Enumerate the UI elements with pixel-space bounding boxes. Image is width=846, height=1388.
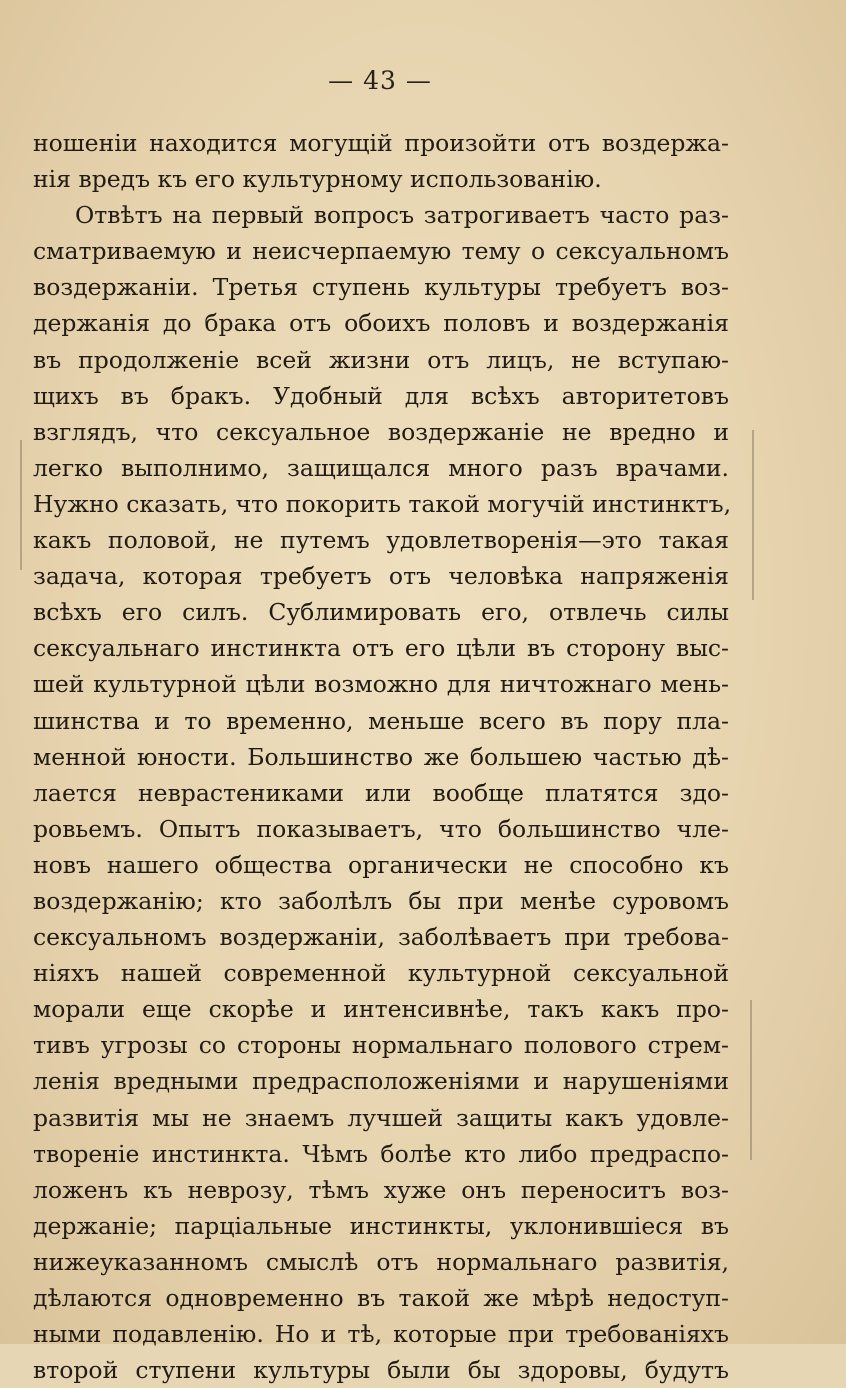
body-text xyxy=(33,125,732,1388)
text-line: твореніе инстинкта. Чѣмъ болѣе кто либо предраспо- xyxy=(33,1139,729,1168)
text-line: какъ половой, не путемъ удовлетворенія—это такая xyxy=(33,526,729,555)
text-line: легко выполнимо, защищался много разъ врачами. xyxy=(33,453,729,482)
text-line: нижеуказанномъ смыслѣ отъ нормальнаго развитія, xyxy=(33,1247,729,1276)
text-line: ровьемъ. Опытъ показываетъ, что большинство чле- xyxy=(33,814,729,843)
text-line: ніяхъ нашей современной культурной сексуальной xyxy=(33,959,729,988)
text-line: воздержанію; кто заболѣлъ бы при менѣе суровомъ xyxy=(33,886,729,915)
text-line: ношеніи находится могущій произойти отъ воздержа- xyxy=(33,129,729,157)
pencil-margin-mark-right xyxy=(752,430,754,600)
text-line: сматриваемую и неисчерпаемую тему о сексуальномъ xyxy=(33,237,729,266)
text-line: дѣлаются одновременно въ такой же мѣрѣ недоступ- xyxy=(33,1284,729,1312)
text-line: менной юности. Большинство же большею частью дѣ- xyxy=(33,742,729,771)
text-line: морали еще скорѣе и интенсивнѣе, такъ какъ про- xyxy=(33,995,729,1024)
text-line: ложенъ къ неврозу, тѣмъ хуже онъ переноситъ воз- xyxy=(33,1175,729,1204)
text-line: сексуальнаго инстинкта отъ его цѣли въ сторону выс- xyxy=(33,634,729,663)
text-line: воздержаніи. Третья ступень культуры требуетъ воз- xyxy=(33,273,729,302)
text-line: ными подавленію. Но и тѣ, которые при требованіяхъ xyxy=(33,1320,729,1349)
text-line: второй ступени культуры были бы здоровы, будутъ xyxy=(33,1356,729,1385)
text-line: шинства и то временно, меньше всего въ пору пла- xyxy=(33,706,729,735)
text-line: развитія мы не знаемъ лучшей защиты какъ удовле- xyxy=(33,1103,729,1132)
text-line: взглядъ, что сексуальное воздержаніе не вредно и xyxy=(33,417,729,446)
text-line: всѣхъ его силъ. Сублимировать его, отвлечь силы xyxy=(33,598,729,627)
text-line: тивъ угрозы со стороны нормальнаго полового стрем- xyxy=(33,1031,729,1060)
pencil-margin-mark-right-lower xyxy=(750,1000,752,1160)
text-line: задача, которая требуетъ отъ человѣка напряженія xyxy=(33,562,729,591)
text-line: щихъ въ бракъ. Удобный для всѣхъ авторитетовъ xyxy=(33,381,729,410)
text-line: сексуальномъ воздержаніи, заболѣваетъ при требова- xyxy=(33,923,729,952)
text-line: ленія вредными предрасположеніями и нарушеніями xyxy=(33,1067,729,1096)
text-line: новъ нашего общества органически не способно къ xyxy=(33,850,729,879)
page-number: — 43 — xyxy=(328,66,432,95)
text-line: въ продолженіе всей жизни отъ лицъ, не вступаю- xyxy=(33,345,729,374)
text-line: лается неврастениками или вообще платятся здо- xyxy=(33,778,729,807)
text-line: Отвѣтъ на первый вопросъ затрогиваетъ часто раз- xyxy=(75,201,729,230)
text-line: шей культурной цѣли возможно для ничтожнаго мень- xyxy=(33,670,729,699)
text-line: держанія до брака отъ обоихъ половъ и воздержанія xyxy=(33,309,729,338)
pencil-margin-mark-left xyxy=(20,440,22,570)
text-line: Нужно сказать, что покорить такой могучій инстинктъ, xyxy=(33,489,732,518)
text-line: нія вредъ къ его культурному использованію. xyxy=(33,165,602,194)
text-line: держаніе; парціальные инстинкты, уклонившіеся въ xyxy=(33,1211,729,1240)
